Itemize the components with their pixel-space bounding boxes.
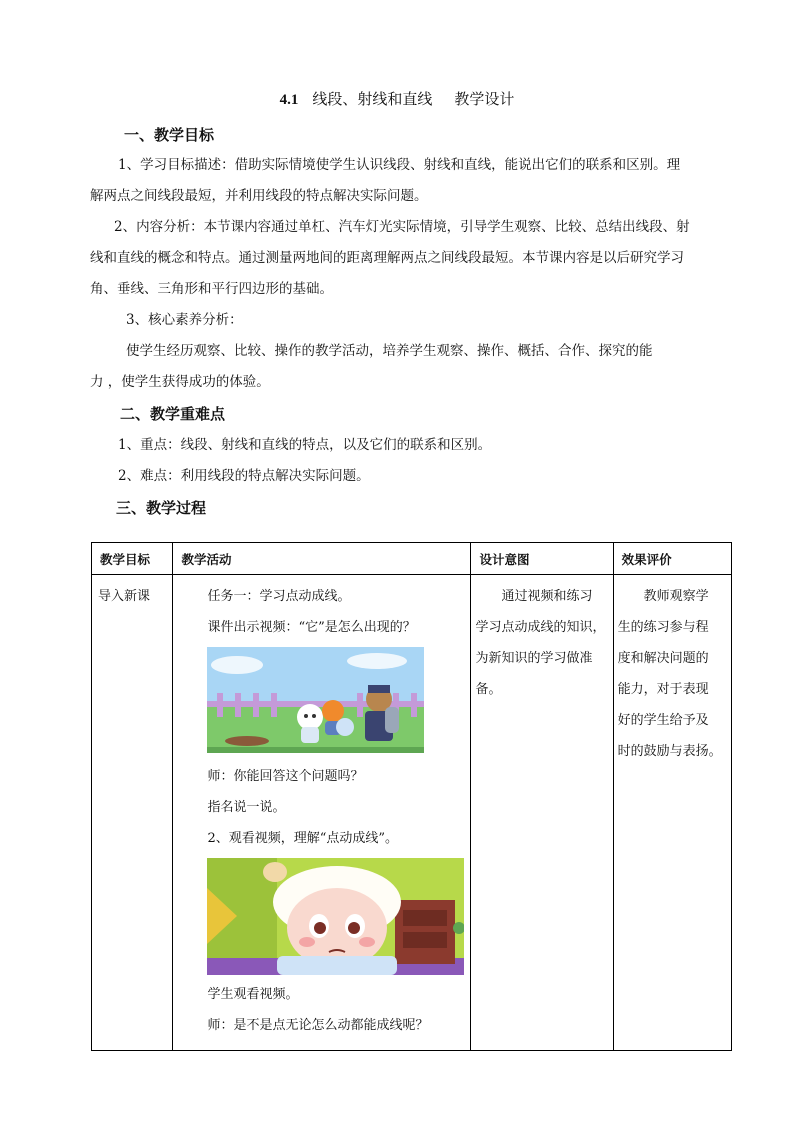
- goal-text: 导入新课: [98, 589, 151, 604]
- goals-paragraph-1: [90, 150, 710, 212]
- header-activity: 教学活动: [173, 543, 471, 575]
- activity-line: 任务一：学习点动成线。: [207, 589, 351, 604]
- evaluation-line: 好的学生给予及: [617, 713, 709, 728]
- activity-line: 学生观看视频。: [207, 987, 299, 1002]
- evaluation-cell: [613, 575, 731, 1051]
- key-points-paragraph: [90, 430, 710, 492]
- title-topic: 线段、射线和直线: [312, 90, 433, 108]
- intent-cell: [471, 575, 613, 1051]
- title-number: 4.1: [279, 92, 299, 108]
- text-line: 力 ，使学生获得成功的体验。: [90, 374, 270, 390]
- goals-paragraph-3: [90, 305, 710, 398]
- header-goal: 教学目标: [92, 543, 173, 575]
- goal-cell: [92, 575, 173, 1051]
- text-line: 2、内容分析：本节课内容通过单杠、汽车灯光实际情境，引导学生观察、比较、总结出线段、射: [114, 219, 690, 235]
- header-intent: 设计意图: [471, 543, 613, 575]
- section-heading-process: 三、教学过程: [116, 499, 207, 517]
- table-header-row: [92, 543, 732, 575]
- section-heading-goals: 一、教学目标: [124, 126, 215, 144]
- title-suffix: 教学设计: [454, 90, 515, 108]
- text-line: 使学生经历观察、比较、操作的教学活动，培养学生观察、操作、概括、合作、探究的能: [126, 343, 653, 359]
- activity-line: 师：你能回答这个问题吗？: [207, 769, 364, 784]
- text-line: 角、垂线、三角形和平行四边形的基础。: [90, 281, 333, 297]
- intent-line: 备。: [475, 682, 502, 697]
- text-line: 2、难点：利用线段的特点解决实际问题。: [118, 468, 370, 484]
- evaluation-line: 生的练习参与程: [617, 620, 709, 635]
- evaluation-line: 能力，对于表现: [617, 682, 709, 697]
- activity-line: 师：是不是点无论怎么动都能成线呢？: [207, 1018, 429, 1033]
- evaluation-line: 度和解决问题的: [617, 651, 709, 666]
- video-still-garden-image: [207, 647, 424, 753]
- video-still-sheep-image: [207, 858, 464, 975]
- intent-line: 通过视频和练习: [501, 589, 593, 604]
- activity-line: 指名说一说。: [207, 800, 286, 815]
- section-heading-key-points: 二、教学重难点: [120, 405, 226, 423]
- text-line: 3、核心素养分析：: [126, 312, 243, 328]
- evaluation-line: 教师观察学: [643, 589, 709, 604]
- intent-line: 为新知识的学习做准: [475, 651, 593, 666]
- document-title: [0, 88, 794, 109]
- goals-paragraph-2: [90, 212, 710, 305]
- header-evaluation: 效果评价: [613, 543, 731, 575]
- text-line: 线和直线的概念和特点。通过测量两地间的距离理解两点之间线段最短。本节课内容是以后研究学习: [90, 250, 684, 266]
- text-line: 解两点之间线段最短，并利用线段的特点解决实际问题。: [90, 188, 428, 204]
- intent-line: 学习点动成线的知识，: [475, 620, 606, 635]
- table-row: [92, 575, 732, 1051]
- activity-cell: [173, 575, 471, 1051]
- activity-line: 2、观看视频，理解“点动成线”。: [207, 831, 399, 846]
- lesson-process-table: [91, 542, 732, 1051]
- evaluation-line: 时的鼓励与表扬。: [617, 744, 722, 759]
- activity-line: 课件出示视频：“它”是怎么出现的？: [207, 620, 416, 635]
- text-line: 1、重点：线段、射线和直线的特点，以及它们的联系和区别。: [118, 437, 492, 453]
- text-line: 1、学习目标描述：借助实际情境使学生认识线段、射线和直线，能说出它们的联系和区别。理: [118, 157, 681, 173]
